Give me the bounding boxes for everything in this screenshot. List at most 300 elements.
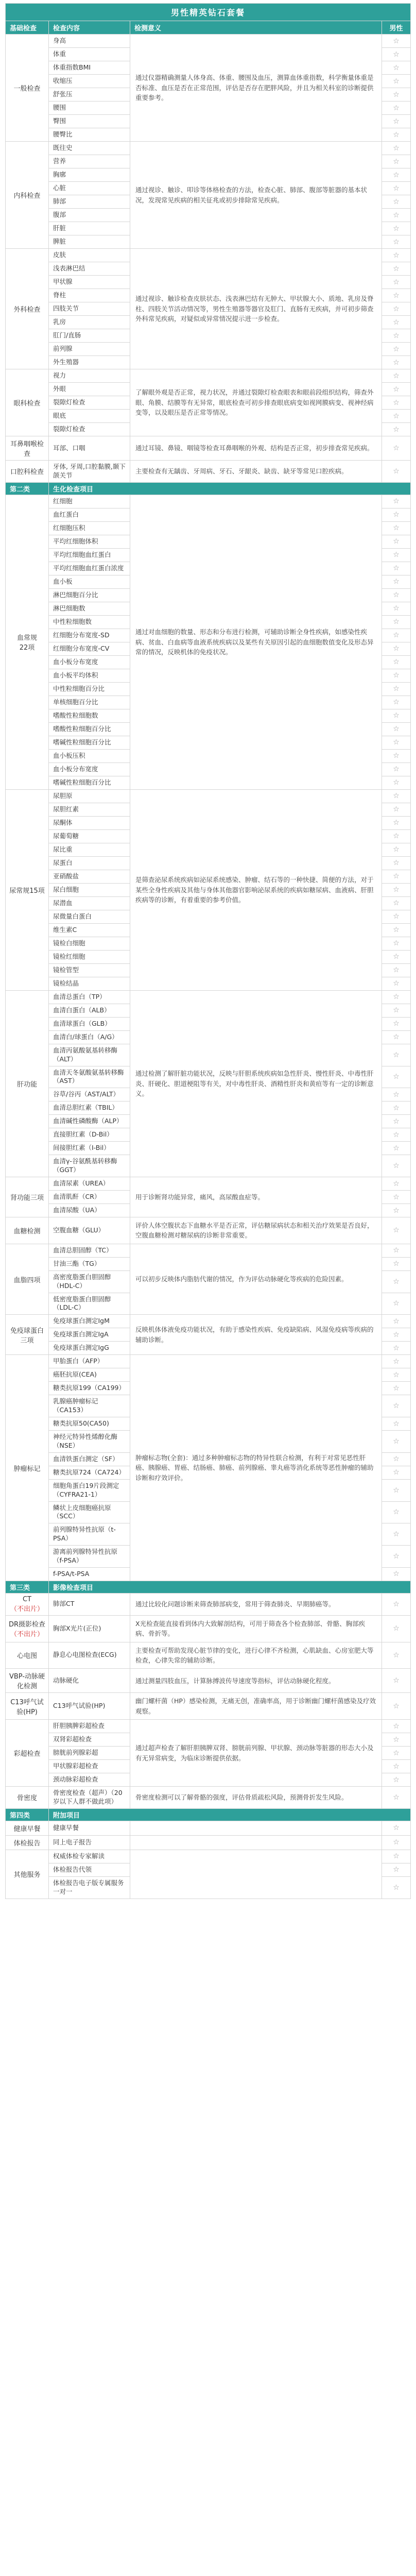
star-icon: ☆ [382, 1293, 410, 1315]
item-cell: 高密度脂蛋白胆固醇（HDL-C） [49, 1270, 130, 1293]
category-cell: 耳鼻咽喉检查 [6, 436, 49, 461]
meaning-cell [130, 1835, 382, 1850]
item-cell: 免疫球蛋白测定IgA [49, 1328, 130, 1342]
item-cell: 血清天冬氨酸氨基转移酶（AST） [49, 1066, 130, 1088]
item-cell: 肝脏 [49, 222, 130, 235]
category-cell: 一般检查 [6, 35, 49, 142]
star-icon: ☆ [382, 548, 410, 562]
star-icon: ☆ [382, 222, 410, 235]
star-icon: ☆ [382, 262, 410, 276]
meaning-cell: 通过仪器精确测量人体身高、体重、腰围及血压，测算血体重指数，科学衡量体重是否标准、血压是否在正常范围，评估是否存在肥胖风险，并且为相关科室的诊断提供重要参考。 [130, 35, 382, 142]
star-icon: ☆ [382, 1004, 410, 1017]
star-icon: ☆ [382, 1835, 410, 1850]
star-icon: ☆ [382, 1501, 410, 1523]
item-cell: 单核细胞百分比 [49, 696, 130, 709]
item-cell: 收缩压 [49, 75, 130, 88]
star-icon: ☆ [382, 48, 410, 61]
star-icon: ☆ [382, 461, 410, 483]
star-icon: ☆ [382, 209, 410, 222]
category-cell: 其他服务 [6, 1850, 49, 1899]
category-cell: 肿瘤标记 [6, 1355, 49, 1581]
star-icon: ☆ [382, 937, 410, 950]
star-icon: ☆ [382, 803, 410, 816]
star-icon: ☆ [382, 736, 410, 749]
item-cell: 体重指数BMI [49, 61, 130, 75]
item-cell: 糖类抗原50(CA50) [49, 1417, 130, 1431]
star-icon: ☆ [382, 289, 410, 302]
item-cell: 空腹血糖（GLU） [49, 1217, 130, 1244]
star-icon: ☆ [382, 1669, 410, 1693]
item-cell: 脾脏 [49, 235, 130, 249]
item-cell: 免疫球蛋白测定IgG [49, 1342, 130, 1355]
category-cell: 体检报告 [6, 1835, 49, 1850]
item-cell: 红细胞分布宽度-CV [49, 642, 130, 655]
star-icon: ☆ [382, 655, 410, 669]
star-icon: ☆ [382, 950, 410, 963]
item-cell: 裂隙灯检查 [49, 396, 130, 410]
item-cell: 脊柱 [49, 289, 130, 302]
meaning-cell: 肿瘤标志物(全套)：通过多种肿瘤标志物的特异性联合检测，有利于对常见恶性肝癌、胰腺癌、胃癌、结肠癌、肺癌、前列腺癌、睾丸癌等消化系统等恶性肿瘤的辅助诊断和疗效评价。 [130, 1355, 382, 1581]
star-icon: ☆ [382, 249, 410, 262]
item-cell: 体重 [49, 48, 130, 61]
section-header-row [6, 1581, 411, 1593]
star-icon: ☆ [382, 1017, 410, 1030]
star-icon: ☆ [382, 1030, 410, 1044]
star-icon: ☆ [382, 128, 410, 142]
star-icon: ☆ [382, 155, 410, 168]
header-row [6, 21, 411, 35]
item-cell: 裂隙灯检查 [49, 423, 130, 436]
meaning-cell [130, 1850, 382, 1899]
meaning-cell: 通过对血细胞的数量、形态和分布进行检测，可辅助诊断全身性疾病，如感染性疾病、贫血、白血病等血液系统疾病以及某些有关原因引起的血细胞数值变化及形态异常的情况，反映机体的免疫状况。 [130, 495, 382, 789]
item-cell: 乳腺癌肿瘤标记（CA153） [49, 1395, 130, 1417]
star-icon: ☆ [382, 1395, 410, 1417]
item-cell: 血清铁蛋白测定（SF） [49, 1452, 130, 1466]
star-icon: ☆ [382, 356, 410, 369]
table-row [6, 1835, 411, 1850]
star-icon: ☆ [382, 168, 410, 182]
star-icon: ☆ [382, 508, 410, 521]
star-icon: ☆ [382, 682, 410, 696]
star-icon: ☆ [382, 1066, 410, 1088]
item-cell: 舒张压 [49, 88, 130, 101]
category-cell: 内科检查 [6, 142, 49, 249]
item-cell: 血清尿素（UREA） [49, 1177, 130, 1191]
item-cell: 权威体检专家解读 [49, 1850, 130, 1863]
meaning-cell: 用于诊断肾功能异常，痛风，高尿酸血症等。 [130, 1177, 382, 1217]
section-label: 第三类 [6, 1581, 49, 1593]
star-icon: ☆ [382, 1642, 410, 1669]
section-title: 影像检查项目 [49, 1581, 411, 1593]
item-cell: 血小板 [49, 575, 130, 588]
star-icon: ☆ [382, 1342, 410, 1355]
item-cell: 既往史 [49, 142, 130, 155]
item-cell: 尿白细胞 [49, 883, 130, 896]
item-cell: 中性粒细胞百分比 [49, 682, 130, 696]
table-row [6, 1217, 411, 1244]
item-cell: 平均红细胞体积 [49, 535, 130, 548]
item-cell: 中性粒细胞数 [49, 615, 130, 629]
item-cell: 淋巴细胞百分比 [49, 588, 130, 602]
category-cell: 免疫球蛋白三项 [6, 1315, 49, 1355]
meaning-cell: 主要检查有无龋齿、牙周病、牙石、牙龈炎、缺齿、缺牙等常见口腔疾病。 [130, 461, 382, 483]
item-cell: 前列腺特异性抗原（t-PSA） [49, 1523, 130, 1546]
item-cell: 甲胎蛋白（AFP） [49, 1355, 130, 1368]
star-icon: ☆ [382, 1546, 410, 1568]
item-cell: 肛门/直肠 [49, 329, 130, 343]
star-icon: ☆ [382, 816, 410, 829]
table-row [6, 1821, 411, 1835]
item-cell: 尿胆红素 [49, 803, 130, 816]
star-icon: ☆ [382, 1693, 410, 1720]
item-cell: 低密度脂蛋白胆固醇（LDL-C） [49, 1293, 130, 1315]
item-cell: 血小板平均体积 [49, 669, 130, 682]
item-cell: 乳房 [49, 316, 130, 329]
star-icon: ☆ [382, 1850, 410, 1863]
item-cell: 血小板压积 [49, 749, 130, 762]
star-icon: ☆ [382, 1787, 410, 1809]
item-cell: 浅表淋巴结 [49, 262, 130, 276]
star-icon: ☆ [382, 423, 410, 436]
item-cell: 胸廓 [49, 168, 130, 182]
item-cell: 外生殖器 [49, 356, 130, 369]
item-cell: 细胞角蛋白19片段测定（CYFRA21-1） [49, 1479, 130, 1501]
category-cell: 血常规 22项 [6, 495, 49, 789]
item-cell: f-PSA/t-PSA [49, 1567, 130, 1581]
star-icon: ☆ [382, 615, 410, 629]
meaning-cell: 可以初步反映体内脂肪代谢的情况，作为评估动脉硬化等疾病的危险因素。 [130, 1244, 382, 1315]
table-row [6, 1615, 411, 1642]
star-icon: ☆ [382, 602, 410, 615]
item-cell: 甲状腺 [49, 276, 130, 289]
meaning-cell: 通过检测了解肝脏功能状况，反映与肝胆系统疾病如急性肝炎、慢性肝炎、中毒性肝炎、肝硬化、胆道梗阻等有关，对中毒性肝炎、酒精性肝炎和黄疸等有一定的诊断意义。 [130, 990, 382, 1177]
table-row [6, 1315, 411, 1328]
page-title: 男性精英钻石套餐 [6, 4, 411, 21]
star-icon: ☆ [382, 383, 410, 396]
star-icon: ☆ [382, 1615, 410, 1642]
star-icon: ☆ [382, 1567, 410, 1581]
item-cell: 动脉硬化 [49, 1669, 130, 1693]
category-cell: C13呼气试验(HP) [6, 1693, 49, 1720]
star-icon: ☆ [382, 856, 410, 870]
section-label: 第二类 [6, 482, 49, 495]
item-cell: 眼底 [49, 410, 130, 423]
star-icon: ☆ [382, 1101, 410, 1115]
item-cell: 血清γ-谷氨酰基转移酶（GGT） [49, 1155, 130, 1177]
item-cell: 红细胞 [49, 495, 130, 508]
star-icon: ☆ [382, 1417, 410, 1431]
meaning-cell: X光检查能直接看到体内大致解剖结构，可用于筛查各个检查肺部、骨骼、胸部疾病、骨折等。 [130, 1615, 382, 1642]
item-cell: 鳞状上皮细胞癌抗原（SCC） [49, 1501, 130, 1523]
star-icon: ☆ [382, 75, 410, 88]
item-cell: 同上电子报告 [49, 1835, 130, 1850]
section-header-row [6, 482, 411, 495]
item-cell: 镜检白细胞 [49, 937, 130, 950]
category-cell: 尿常规15项 [6, 789, 49, 990]
star-icon: ☆ [382, 709, 410, 722]
col-header-category: 基础检查 [6, 21, 49, 35]
section-title: 生化检查项目 [49, 482, 411, 495]
star-icon: ☆ [382, 115, 410, 128]
item-cell: C13呼气试验(HP) [49, 1693, 130, 1720]
item-cell: 谷草/谷丙（AST/ALT） [49, 1088, 130, 1101]
star-icon: ☆ [382, 1244, 410, 1257]
star-icon: ☆ [382, 722, 410, 736]
star-icon: ☆ [382, 1355, 410, 1368]
table-row [6, 436, 411, 461]
item-cell: 红细胞分布宽度-SD [49, 629, 130, 642]
item-cell: 健康早餐 [49, 1821, 130, 1835]
item-cell: 嗜碱性粒细胞百分比 [49, 776, 130, 789]
section-header-row [6, 1808, 411, 1821]
star-icon: ☆ [382, 1523, 410, 1546]
star-icon: ☆ [382, 1466, 410, 1479]
item-cell: 镜检管型 [49, 963, 130, 977]
item-cell: 嗜酸性粒细胞百分比 [49, 722, 130, 736]
table-row [6, 249, 411, 262]
category-cell: VBP-动脉硬化检测 [6, 1669, 49, 1693]
table-row [6, 990, 411, 1004]
item-cell: 静息心电图检查(ECG) [49, 1642, 130, 1669]
star-icon: ☆ [382, 410, 410, 423]
item-cell: 嗜酸性粒细胞数 [49, 709, 130, 722]
item-cell: 血清总胆红素（TBIL） [49, 1101, 130, 1115]
meaning-cell [130, 1821, 382, 1835]
table-row [6, 1244, 411, 1257]
item-cell: 神经元特异性烯醇化酶（NSE） [49, 1431, 130, 1453]
item-cell: 甲状腺彩超检查 [49, 1760, 130, 1773]
item-cell: 体检报告电子版专属服务一对一 [49, 1876, 130, 1899]
item-cell: 肝胆胰脾彩超检查 [49, 1720, 130, 1733]
star-icon: ☆ [382, 588, 410, 602]
star-icon: ☆ [382, 1257, 410, 1270]
star-icon: ☆ [382, 1863, 410, 1876]
star-icon: ☆ [382, 1452, 410, 1466]
title-row [6, 4, 411, 21]
item-cell: 红细胞压积 [49, 521, 130, 535]
table-row [6, 461, 411, 483]
col-header-meaning: 检测意义 [130, 21, 382, 35]
star-icon: ☆ [382, 1747, 410, 1760]
star-icon: ☆ [382, 1382, 410, 1395]
category-cell: 眼科检查 [6, 369, 49, 436]
item-cell: 体检报告代领 [49, 1863, 130, 1876]
item-cell: 肺部 [49, 195, 130, 209]
item-cell: 心脏 [49, 182, 130, 195]
star-icon: ☆ [382, 1431, 410, 1453]
item-cell: 血清碱性磷酸酶（ALP） [49, 1115, 130, 1128]
star-icon: ☆ [382, 1328, 410, 1342]
item-cell: 尿潜血 [49, 896, 130, 910]
category-cell: 骨密度 [6, 1787, 49, 1809]
category-cell: 肾功能三项 [6, 1177, 49, 1217]
star-icon: ☆ [382, 343, 410, 356]
item-cell: 双肾彩超检查 [49, 1733, 130, 1747]
star-icon: ☆ [382, 369, 410, 383]
item-cell: 淋巴细胞数 [49, 602, 130, 615]
item-cell: 镜检红细胞 [49, 950, 130, 963]
star-icon: ☆ [382, 1720, 410, 1733]
category-cell: 口腔科检查 [6, 461, 49, 483]
col-header-male: 男性 [382, 21, 410, 35]
item-cell: 亚硝酸盐 [49, 870, 130, 883]
table-row [6, 1720, 411, 1733]
item-cell: 尿葡萄糖 [49, 829, 130, 843]
table-row [6, 1355, 411, 1368]
item-cell: 血红蛋白 [49, 508, 130, 521]
item-cell: 身高 [49, 35, 130, 48]
item-cell: 糖类抗原199（CA199） [49, 1382, 130, 1395]
table-row [6, 1669, 411, 1693]
meaning-cell: 通过视诊、触诊检查皮肤状态、浅表淋巴结有无肿大、甲状腺大小、质地、乳房及脊柱、四肢关节活动情况等，男性生殖器等器官及肛门、直肠有无疾病，并可初步筛查外科常见疾病，对疑似或异常情况提示进一步检查。 [130, 249, 382, 369]
item-cell: 血清尿酸（UA） [49, 1204, 130, 1217]
item-cell: 尿微量白蛋白 [49, 910, 130, 923]
meaning-cell: 骨密度检测可以了解骨骼的强度，评估骨质疏松风险，预测骨折发生风险。 [130, 1787, 382, 1809]
category-cell: DR摄影检查 （不出片） [6, 1615, 49, 1642]
star-icon: ☆ [382, 1593, 410, 1615]
star-icon: ☆ [382, 302, 410, 316]
table-row [6, 1693, 411, 1720]
item-cell: 直接胆红素（D-Bil） [49, 1128, 130, 1142]
star-icon: ☆ [382, 963, 410, 977]
star-icon: ☆ [382, 1155, 410, 1177]
star-icon: ☆ [382, 1368, 410, 1382]
item-cell: 耳部、口咽 [49, 436, 130, 461]
category-cell: CT （不出片） [6, 1593, 49, 1615]
section-title: 附加项目 [49, 1808, 411, 1821]
category-cell: 心电图 [6, 1642, 49, 1669]
item-cell: 糖类抗原724（CA724） [49, 1466, 130, 1479]
table-row [6, 1593, 411, 1615]
star-icon: ☆ [382, 1270, 410, 1293]
meaning-cell: 是筛查泌尿系统疾病如泌尿系统感染、肿瘤、结石等的一种快捷、简便的方法，对于某些全身性疾病及其他与身体其他器官影响泌尿系统的疾病如糖尿病、血液病、肝胆疾病等的诊断，有着重要的参考价值。 [130, 789, 382, 990]
star-icon: ☆ [382, 776, 410, 789]
meaning-cell: 通过视诊、触诊、叩诊等体格检查的方法，检查心脏、肺部、腹部等脏器的基本状况，发现常见疾病的相关征兆或初步排除常见疾病。 [130, 142, 382, 249]
table-row [6, 1850, 411, 1863]
item-cell: 骨密度检查（超声）（20岁以下人群不做此项） [49, 1787, 130, 1809]
item-cell: 血清总胆固醇（TC） [49, 1244, 130, 1257]
star-icon: ☆ [382, 1204, 410, 1217]
section-label: 第四类 [6, 1808, 49, 1821]
item-cell: 腰围 [49, 101, 130, 115]
star-icon: ☆ [382, 396, 410, 410]
star-icon: ☆ [382, 1088, 410, 1101]
item-cell: 血清球蛋白（GLB） [49, 1017, 130, 1030]
star-icon: ☆ [382, 789, 410, 803]
star-icon: ☆ [382, 1177, 410, 1191]
star-icon: ☆ [382, 1760, 410, 1773]
table-row [6, 1787, 411, 1809]
star-icon: ☆ [382, 883, 410, 896]
star-icon: ☆ [382, 436, 410, 461]
star-icon: ☆ [382, 762, 410, 776]
item-cell: 血清肌酐（CR） [49, 1191, 130, 1204]
star-icon: ☆ [382, 1142, 410, 1155]
star-icon: ☆ [382, 923, 410, 937]
star-icon: ☆ [382, 35, 410, 48]
star-icon: ☆ [382, 329, 410, 343]
star-icon: ☆ [382, 896, 410, 910]
item-cell: 甘油三酯（TG） [49, 1257, 130, 1270]
item-cell: 尿比重 [49, 843, 130, 856]
category-cell: 外科检查 [6, 249, 49, 369]
item-cell: 间接胆红素（I-Bil） [49, 1142, 130, 1155]
star-icon: ☆ [382, 142, 410, 155]
star-icon: ☆ [382, 195, 410, 209]
item-cell: 视力 [49, 369, 130, 383]
star-icon: ☆ [382, 1821, 410, 1835]
star-icon: ☆ [382, 642, 410, 655]
item-cell: 血清丙氨酸氨基转移酶（ALT） [49, 1044, 130, 1066]
category-cell: 血脂四项 [6, 1244, 49, 1315]
item-cell: 血小板分布宽度 [49, 762, 130, 776]
star-icon: ☆ [382, 990, 410, 1004]
star-icon: ☆ [382, 870, 410, 883]
star-icon: ☆ [382, 1191, 410, 1204]
item-cell: 游离前列腺特异性抗原（f-PSA） [49, 1546, 130, 1568]
category-cell: 彩超检查 [6, 1720, 49, 1787]
table-row [6, 142, 411, 155]
star-icon: ☆ [382, 575, 410, 588]
star-icon: ☆ [382, 1115, 410, 1128]
star-icon: ☆ [382, 629, 410, 642]
star-icon: ☆ [382, 276, 410, 289]
item-cell: 血清总蛋白（TP） [49, 990, 130, 1004]
item-cell: 胸部X光片(正位) [49, 1615, 130, 1642]
item-cell: 肺部CT [49, 1593, 130, 1615]
category-cell: 健康早餐 [6, 1821, 49, 1835]
item-cell: 腰臀比 [49, 128, 130, 142]
star-icon: ☆ [382, 749, 410, 762]
item-cell: 腹部 [49, 209, 130, 222]
table-row [6, 789, 411, 803]
item-cell: 牙体, 牙周,口腔黏膜,颞下颌关节 [49, 461, 130, 483]
table-row [6, 1177, 411, 1191]
item-cell: 尿蛋白 [49, 856, 130, 870]
item-cell: 平均红细胞血红蛋白 [49, 548, 130, 562]
item-cell: 血清白/球蛋白（A/G） [49, 1030, 130, 1044]
item-cell: 癌胚抗原(CEA) [49, 1368, 130, 1382]
category-cell: 血糖检测 [6, 1217, 49, 1244]
star-icon: ☆ [382, 1128, 410, 1142]
item-cell: 维生素C [49, 923, 130, 937]
meaning-cell: 通过超声检查了解肝胆胰脾双肾、膀胱前列腺、甲状腺、颈动脉等脏器的形态大小及有无异常病变，为临床诊断提供依据。 [130, 1720, 382, 1787]
item-cell: 颈动脉彩超检查 [49, 1773, 130, 1787]
table-row [6, 1642, 411, 1669]
star-icon: ☆ [382, 521, 410, 535]
star-icon: ☆ [382, 1733, 410, 1747]
item-cell: 皮肤 [49, 249, 130, 262]
meaning-cell: 主要检查可帮助发现心脏节律的变化，进行心律不齐检测，心肌缺血、心房室肥大等检查，心律失常的辅助诊断。 [130, 1642, 382, 1669]
item-cell: 臀围 [49, 115, 130, 128]
item-cell: 四肢关节 [49, 302, 130, 316]
item-cell: 营养 [49, 155, 130, 168]
star-icon: ☆ [382, 562, 410, 575]
star-icon: ☆ [382, 61, 410, 75]
meaning-cell: 反映机体体液免疫功能状况，有助于感染性疾病、免疫缺陷病、风湿免疫病等疾病的辅助诊断。 [130, 1315, 382, 1355]
star-icon: ☆ [382, 829, 410, 843]
star-icon: ☆ [382, 910, 410, 923]
col-header-items: 检查内容 [49, 21, 130, 35]
item-cell: 平均红细胞血红蛋白浓度 [49, 562, 130, 575]
star-icon: ☆ [382, 1217, 410, 1244]
meaning-cell: 评价人体空腹状态下血糖水平是否正常，评估糖尿病状态和相关治疗效果是否良好，空腹血糖检测对糖尿病的诊断非常重要。 [130, 1217, 382, 1244]
table-row [6, 495, 411, 508]
item-cell: 嗜碱性粒细胞百分比 [49, 736, 130, 749]
star-icon: ☆ [382, 182, 410, 195]
item-cell: 尿酮体 [49, 816, 130, 829]
star-icon: ☆ [382, 535, 410, 548]
